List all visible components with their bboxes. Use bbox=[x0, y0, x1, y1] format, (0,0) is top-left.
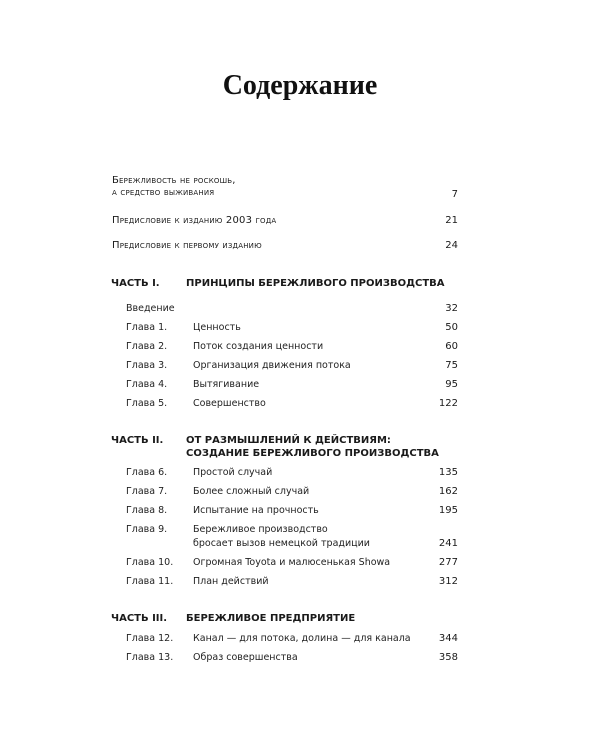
chapter-title: Огромная Toyota и малюсенькая Showa bbox=[193, 557, 391, 568]
chapter-label: Глава 4. bbox=[126, 379, 168, 390]
part-title: ПРИНЦИПЫ БЕРЕЖЛИВОГО ПРОИЗВОДСТВА bbox=[186, 278, 445, 289]
toc-page-number: 277 bbox=[438, 557, 458, 568]
part-number: ЧАСТЬ I. bbox=[111, 278, 160, 289]
chapter-title: Более сложный случай bbox=[193, 486, 310, 497]
chapter-label: Глава 6. bbox=[126, 467, 168, 478]
part-title: ОТ РАЗМЫШЛЕНИЙ К ДЕЙСТВИЯМ: bbox=[186, 435, 391, 446]
toc-page-number: 135 bbox=[438, 467, 458, 478]
chapter-label: Глава 9. bbox=[126, 524, 168, 535]
toc-page-number: 21 bbox=[445, 215, 458, 226]
toc-page-number: 95 bbox=[445, 379, 458, 390]
chapter-title: Образ совершенства bbox=[193, 652, 298, 663]
toc-page-number: 241 bbox=[438, 538, 458, 549]
part-heading-3[interactable] bbox=[111, 612, 355, 625]
toc-entry-title: Введение bbox=[126, 303, 175, 314]
chapter-label: Глава 8. bbox=[126, 505, 168, 516]
part-title: БЕРЕЖЛИВОЕ ПРЕДПРИЯТИЕ bbox=[186, 613, 356, 624]
chapter-title: Испытание на прочность bbox=[193, 505, 319, 516]
toc-entry-title: Предисловие к изданию 2003 года bbox=[112, 215, 277, 226]
toc-page-number: 75 bbox=[445, 360, 458, 371]
chapter-label: Глава 13. bbox=[126, 652, 174, 663]
chapter-title: План действий bbox=[193, 576, 269, 587]
chapter-title-line2: бросает вызов немецкой традиции bbox=[193, 538, 370, 549]
chapter-title: Ценность bbox=[193, 322, 241, 333]
chapter-label: Глава 3. bbox=[126, 360, 168, 371]
toc-page-number: 312 bbox=[438, 576, 458, 587]
toc-page-number: 162 bbox=[438, 486, 458, 497]
chapter-label: Глава 11. bbox=[126, 576, 174, 587]
part-heading-1[interactable] bbox=[111, 277, 445, 290]
chapter-label: Глава 7. bbox=[126, 486, 168, 497]
toc-page-number: 32 bbox=[445, 303, 458, 314]
toc-page-number: 344 bbox=[438, 633, 458, 644]
chapter-title: Простой случай bbox=[193, 467, 273, 478]
part-number: ЧАСТЬ II. bbox=[111, 435, 164, 446]
page-title: Содержание bbox=[222, 70, 378, 101]
toc-page-number: 60 bbox=[445, 341, 458, 352]
toc-page-number: 195 bbox=[438, 505, 458, 516]
toc-page-number: 50 bbox=[445, 322, 458, 333]
toc-page-number: 7 bbox=[451, 189, 458, 200]
chapter-title: Канал — для потока, долина — для канала bbox=[193, 633, 411, 644]
chapter-title: Организация движения потока bbox=[193, 360, 351, 371]
part-number: ЧАСТЬ III. bbox=[111, 613, 168, 624]
part-subtitle: СОЗДАНИЕ БЕРЕЖЛИВОГО ПРОИЗВОДСТВА bbox=[186, 448, 439, 459]
toc-entry-title-line2: а средство выживания bbox=[112, 187, 215, 198]
chapter-label: Глава 1. bbox=[126, 322, 168, 333]
part-heading-2[interactable] bbox=[111, 434, 391, 447]
chapter-label: Глава 5. bbox=[126, 398, 168, 409]
toc-entry-title: Предисловие к первому изданию bbox=[112, 240, 262, 251]
chapter-label: Глава 10. bbox=[126, 557, 174, 568]
chapter-title: Бережливое производство bbox=[193, 524, 328, 535]
chapter-title: Совершенство bbox=[193, 398, 266, 409]
toc-page-number: 24 bbox=[445, 240, 458, 251]
chapter-title: Поток создания ценности bbox=[193, 341, 324, 352]
chapter-label: Глава 12. bbox=[126, 633, 174, 644]
toc-page-number: 358 bbox=[438, 652, 458, 663]
toc-entry-title: Бережливость не роскошь, bbox=[112, 175, 236, 186]
toc-page-number: 122 bbox=[438, 398, 458, 409]
chapter-title: Вытягивание bbox=[193, 379, 260, 390]
chapter-label: Глава 2. bbox=[126, 341, 168, 352]
